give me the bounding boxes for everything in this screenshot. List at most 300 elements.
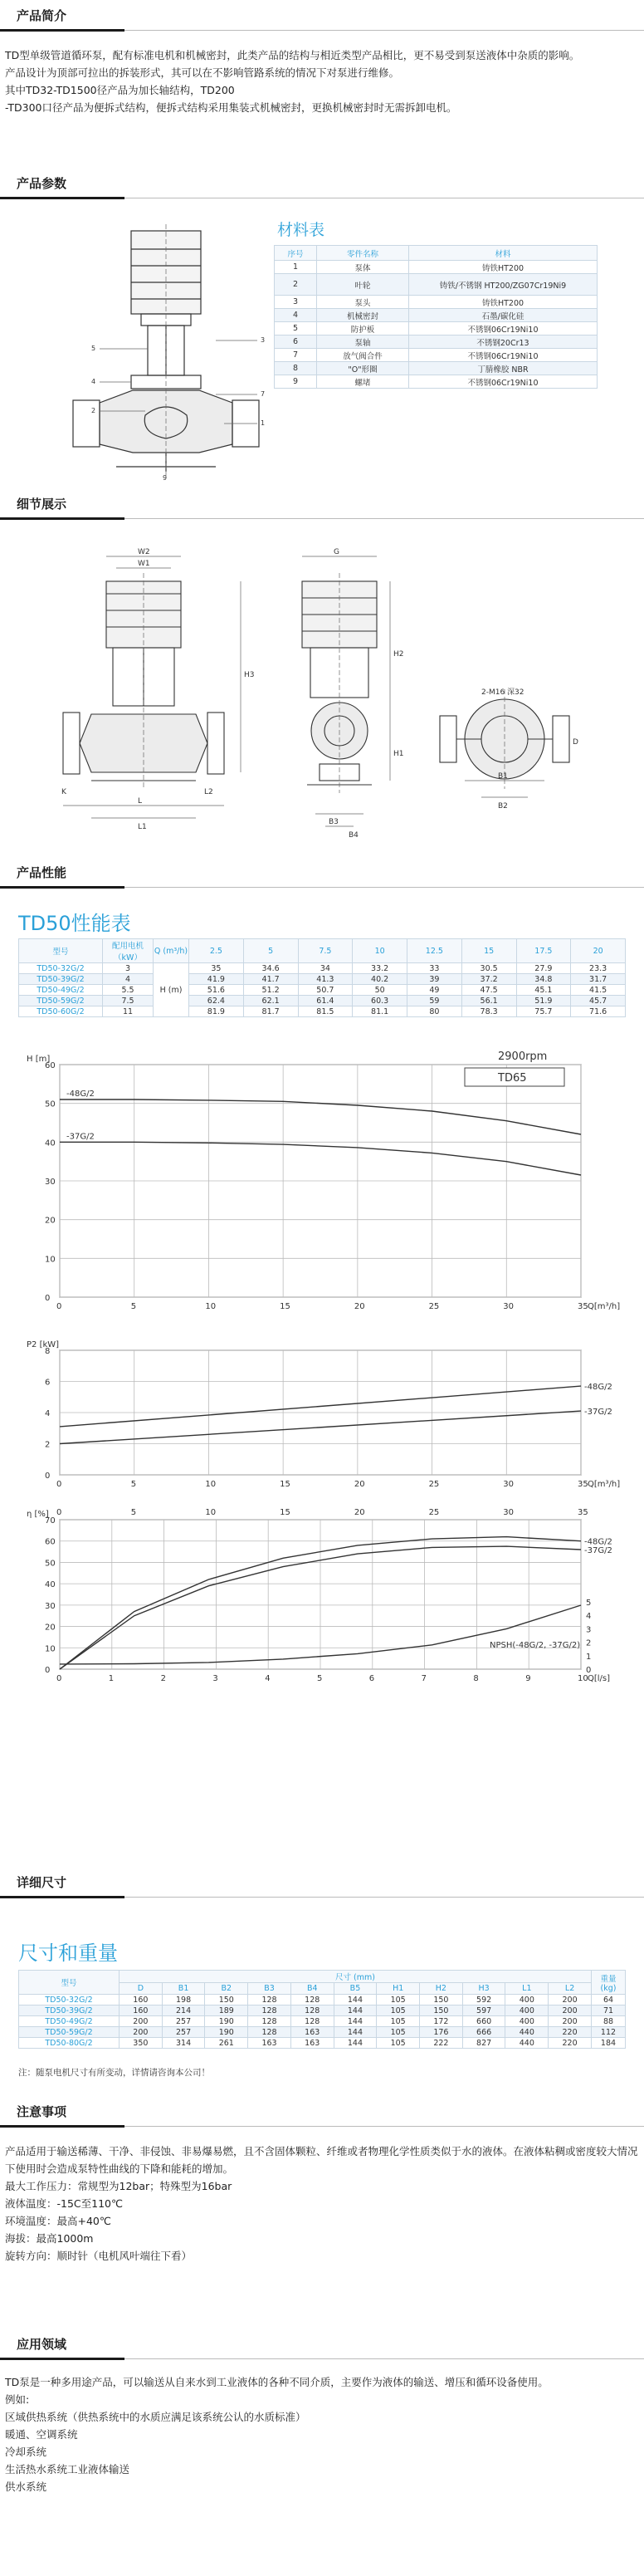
section-title: 产品参数 <box>17 176 67 191</box>
weight-cell: 184 <box>592 2038 626 2049</box>
table-cell: 41.7 <box>243 974 298 985</box>
table-cell: 220 <box>549 2027 592 2038</box>
dim-label: 2-M16 深32 <box>481 688 524 697</box>
model-cell: TD50-59G/2 <box>19 2027 120 2038</box>
table-cell: 铸铁HT200 <box>409 296 598 309</box>
dim-label: B3 <box>329 818 339 826</box>
series-line <box>60 1142 581 1175</box>
section-header-performance <box>0 864 644 897</box>
svg-text:3: 3 <box>261 336 266 344</box>
x-tick-label: 1 <box>108 1674 115 1683</box>
table-cell: 144 <box>334 2016 377 2027</box>
table-cell: 105 <box>377 2016 420 2027</box>
table-cell: 440 <box>505 2027 549 2038</box>
x-tick-label: 35 <box>578 1480 588 1489</box>
section-accent-bar <box>0 2358 124 2360</box>
x-tick-label: 5 <box>130 1302 137 1311</box>
dim-label: H2 <box>393 650 404 659</box>
table-row <box>19 963 626 974</box>
x-tick-label-top: 15 <box>280 1508 290 1517</box>
section-title: 应用领域 <box>17 2337 67 2352</box>
table-cell: 8 <box>275 362 317 375</box>
table-cell: 防护板 <box>317 322 409 335</box>
svg-text:1: 1 <box>261 419 266 427</box>
table-cell: 105 <box>377 2005 420 2016</box>
table-cell: 592 <box>462 1995 505 2005</box>
table-cell: 144 <box>334 2027 377 2038</box>
table-cell: 144 <box>334 2038 377 2049</box>
table-cell: 150 <box>420 1995 463 2005</box>
y-tick-label: 0 <box>45 1294 51 1303</box>
dim-label: D <box>573 738 578 747</box>
dim-label: B4 <box>349 831 359 840</box>
intro-line: TD型单级管道循环泵，配有标准电机和机械密封，此类产品的结构与相近类型产品相比，更不易受到泵送液体中杂质的影响。 <box>5 49 580 61</box>
dim-label: W2 <box>138 548 150 556</box>
table-cell: 62.1 <box>243 996 298 1006</box>
table-header: B3 <box>248 1983 291 1995</box>
dimension-table <box>18 1970 626 2049</box>
series-label: -48G/2 <box>584 1383 612 1393</box>
intro-line: 产品设计为顶部可拉出的拆装形式，其可以在不影响管路系统的情况下对泵进行维修。 <box>5 66 400 79</box>
table-cell: 34.8 <box>516 974 571 985</box>
x-tick-label-top: 5 <box>130 1508 137 1517</box>
table-cell: 144 <box>334 1995 377 2005</box>
table-header: 重量 (kg) <box>592 1971 626 1995</box>
notes-line: 最大工作压力：常规型为12bar；特殊型为16bar <box>5 2180 232 2192</box>
table-cell: 198 <box>162 1995 205 2005</box>
q-value-header: 12.5 <box>407 939 462 963</box>
table-cell: 6 <box>275 335 317 349</box>
section-title: 产品简介 <box>17 8 67 23</box>
application-line: 暖通、空调系统 <box>5 2428 78 2441</box>
x-tick-label: 5 <box>130 1480 137 1489</box>
table-cell: 1 <box>275 261 317 274</box>
table-cell: 9 <box>275 375 317 389</box>
table-cell: 41.5 <box>571 985 626 996</box>
y-tick-label: 40 <box>45 1139 56 1148</box>
y-tick-label: 0 <box>45 1666 51 1675</box>
notes-line: 旋转方向：顺时针（电机风叶端往下看） <box>5 2250 193 2262</box>
series-label: -37G/2 <box>584 1408 612 1418</box>
table-cell: 59 <box>407 996 462 1006</box>
y-axis-label: P2 [kW] <box>27 1340 60 1349</box>
table-header: H1 <box>377 1983 420 1995</box>
series-label: -37G/2 <box>66 1132 95 1142</box>
section-accent-bar <box>0 29 124 32</box>
model-cell: TD50-39G/2 <box>19 974 103 985</box>
table-cell: 34.6 <box>243 963 298 974</box>
table-header: 配用电机（kW） <box>103 939 154 963</box>
svg-text:7: 7 <box>261 390 266 398</box>
table-row <box>19 1006 626 1017</box>
table-cell: 172 <box>420 2016 463 2027</box>
table-cell: 石墨/碳化硅 <box>409 309 598 322</box>
dim-label: L <box>138 797 143 806</box>
table-cell: 33 <box>407 963 462 974</box>
section-title: 产品性能 <box>17 865 67 880</box>
section-header-dimensions <box>0 1873 644 1907</box>
table-cell: 81.5 <box>298 1006 353 1017</box>
q-value-header: 15 <box>461 939 516 963</box>
section-title: 注意事项 <box>17 2104 67 2119</box>
table-cell: 4 <box>275 309 317 322</box>
dim-label: G <box>334 548 339 556</box>
y-tick-label-right: 0 <box>586 1666 592 1675</box>
section-header-params <box>0 174 644 208</box>
model-cell: TD50-39G/2 <box>19 2005 120 2016</box>
table-cell: 81.7 <box>243 1006 298 1017</box>
dim-table-note: 注：随泵电机尺寸有所变动，详情请咨询本公司！ <box>18 2068 210 2078</box>
table-cell: 220 <box>549 2038 592 2049</box>
series-label: -48G/2 <box>66 1090 95 1099</box>
q-value-header: 7.5 <box>298 939 353 963</box>
y-tick-label: 8 <box>45 1347 51 1356</box>
dim-label: K <box>61 788 66 796</box>
table-cell: 不锈钢06Cr19Ni10 <box>409 322 598 335</box>
x-tick-label-top: 25 <box>428 1508 440 1517</box>
table-cell: 泵轴 <box>317 335 409 349</box>
table-cell: 51.6 <box>189 985 244 996</box>
table-row <box>275 349 598 362</box>
table-cell: 128 <box>290 1995 334 2005</box>
section-header-notes <box>0 2103 644 2136</box>
table-cell: 41.9 <box>189 974 244 985</box>
table-cell: 150 <box>420 2005 463 2016</box>
y-tick-label: 40 <box>45 1580 56 1590</box>
table-cell: 71.6 <box>571 1006 626 1017</box>
table-row <box>19 2016 626 2027</box>
section-header-application <box>0 2335 644 2368</box>
table-cell: 200 <box>549 1995 592 2005</box>
table-cell: 56.1 <box>461 996 516 1006</box>
table-row <box>19 2038 626 2049</box>
table-row <box>19 985 626 996</box>
section-header-intro <box>0 7 644 40</box>
table-cell: 35 <box>189 963 244 974</box>
table-cell: 62.4 <box>189 996 244 1006</box>
table-header: B2 <box>205 1983 248 1995</box>
table-cell: 不锈钢06Cr19Ni10 <box>409 349 598 362</box>
table-cell: 61.4 <box>298 996 353 1006</box>
y-tick-label: 4 <box>45 1409 51 1418</box>
weight-cell: 112 <box>592 2027 626 2038</box>
table-cell: 190 <box>205 2027 248 2038</box>
table-cell: 39 <box>407 974 462 985</box>
table-cell: 105 <box>377 1995 420 2005</box>
x-tick-label-top: 0 <box>56 1508 62 1517</box>
chart-title: TD65 <box>498 1072 527 1085</box>
table-cell: "O"形圈 <box>317 362 409 375</box>
table-cell: 597 <box>462 2005 505 2016</box>
table-header: Q (m³/h) <box>154 939 189 963</box>
model-cell: TD50-32G/2 <box>19 1995 120 2005</box>
table-header: D <box>120 1983 163 1995</box>
table-cell: 128 <box>248 1995 291 2005</box>
table-cell: 660 <box>462 2016 505 2027</box>
x-tick-label: 15 <box>280 1480 290 1489</box>
table-cell: 200 <box>549 2005 592 2016</box>
table-cell: 350 <box>120 2038 163 2049</box>
table-cell: 200 <box>120 2027 163 2038</box>
x-tick-label: 20 <box>354 1302 365 1311</box>
series-line <box>60 1099 581 1134</box>
x-tick-label: 0 <box>56 1674 62 1683</box>
table-cell: 50 <box>353 985 407 996</box>
dim-label: L1 <box>138 823 147 831</box>
intro-line: 其中TD32-TD1500径产品为加长轴结构，TD200 <box>5 84 235 96</box>
x-tick-label: 15 <box>280 1302 290 1311</box>
table-header: B5 <box>334 1983 377 1995</box>
table-cell: 128 <box>248 2027 291 2038</box>
x-tick-label-top: 30 <box>503 1508 515 1517</box>
table-row <box>275 335 598 349</box>
performance-curves-chart <box>0 1038 644 1702</box>
table-cell: 222 <box>420 2038 463 2049</box>
table-header: B1 <box>162 1983 205 1995</box>
x-tick-label: 6 <box>368 1674 375 1683</box>
model-cell: TD50-80G/2 <box>19 2038 120 2049</box>
table-cell: 31.7 <box>571 974 626 985</box>
svg-text:2: 2 <box>91 407 96 414</box>
table-cell: 257 <box>162 2027 205 2038</box>
table-row <box>275 296 598 309</box>
dim-label: B2 <box>498 802 508 811</box>
table-cell: 23.3 <box>571 963 626 974</box>
table-header: 型号 <box>19 939 103 963</box>
x-tick-label: 4 <box>265 1674 271 1683</box>
table-cell: 铸铁HT200 <box>409 261 598 274</box>
table-cell: 51.2 <box>243 985 298 996</box>
table-cell: 45.7 <box>571 996 626 1006</box>
weight-cell: 88 <box>592 2016 626 2027</box>
model-cell: TD50-32G/2 <box>19 963 103 974</box>
table-cell: 机械密封 <box>317 309 409 322</box>
table-cell: 150 <box>205 1995 248 2005</box>
model-cell: TD50-49G/2 <box>19 985 103 996</box>
table-cell: 163 <box>290 2027 334 2038</box>
section-accent-bar <box>0 197 124 199</box>
y-tick-label-right: 1 <box>586 1652 592 1662</box>
section-accent-bar <box>0 517 124 520</box>
table-cell: 不锈钢06Cr19Ni10 <box>409 375 598 389</box>
notes-line: 液体温度：-15C至110℃ <box>5 2197 124 2210</box>
table-cell: 螺堵 <box>317 375 409 389</box>
table-cell: 105 <box>377 2027 420 2038</box>
table-cell: 75.7 <box>516 1006 571 1017</box>
table-cell: 铸铁/不锈钢 HT200/ZG07Cr19Ni9 <box>409 274 598 296</box>
section-header-details <box>0 495 644 528</box>
series-label: -37G/2 <box>584 1546 612 1555</box>
table-cell: 45.1 <box>516 985 571 996</box>
notes-text <box>5 2143 641 2265</box>
table-cell: 440 <box>505 2038 549 2049</box>
x-axis-label: Q[l/s] <box>588 1674 611 1683</box>
table-cell: 261 <box>205 2038 248 2049</box>
table-cell: 50.7 <box>298 985 353 996</box>
table-row <box>275 375 598 389</box>
table-cell: 827 <box>462 2038 505 2049</box>
materials-title: 材料表 <box>277 221 325 239</box>
table-header: L2 <box>549 1983 592 1995</box>
table-row <box>275 309 598 322</box>
weight-cell: 71 <box>592 2005 626 2016</box>
y-tick-label: 60 <box>45 1537 56 1547</box>
power-cell: 3 <box>103 963 154 974</box>
table-header: B4 <box>290 1983 334 1995</box>
x-tick-label-top: 20 <box>354 1508 365 1517</box>
performance-table <box>18 938 626 1017</box>
power-cell: 4 <box>103 974 154 985</box>
y-axis-label: η [%] <box>27 1510 49 1519</box>
table-cell: 泵头 <box>317 296 409 309</box>
y-tick-label: 50 <box>45 1099 56 1109</box>
table-cell: 105 <box>377 2038 420 2049</box>
table-cell: 泵体 <box>317 261 409 274</box>
table-cell: 190 <box>205 2016 248 2027</box>
table-cell: 400 <box>505 2005 549 2016</box>
table-cell: 80 <box>407 1006 462 1017</box>
table-row <box>19 2005 626 2016</box>
table-cell: 214 <box>162 2005 205 2016</box>
table-cell: 81.9 <box>189 1006 244 1017</box>
section-title: 详细尺寸 <box>17 1875 67 1890</box>
h-label-cell: H (m) <box>154 963 189 1017</box>
model-cell: TD50-49G/2 <box>19 2016 120 2027</box>
x-tick-label: 35 <box>578 1302 588 1311</box>
series-line <box>60 1411 581 1443</box>
q-value-header: 20 <box>571 939 626 963</box>
weight-cell: 64 <box>592 1995 626 2005</box>
table-cell: 128 <box>290 2005 334 2016</box>
section-accent-bar <box>0 1896 124 1898</box>
y-tick-label: 20 <box>45 1216 56 1226</box>
svg-text:4: 4 <box>91 378 96 385</box>
table-cell: 30.5 <box>461 963 516 974</box>
y-tick-label-right: 3 <box>586 1625 592 1635</box>
pump-cross-section-drawing <box>66 224 274 482</box>
power-cell: 5.5 <box>103 985 154 996</box>
x-tick-label: 5 <box>317 1674 323 1683</box>
table-cell: 丁腈橡胶 NBR <box>409 362 598 375</box>
y-tick-label: 70 <box>45 1516 56 1526</box>
x-tick-label: 10 <box>205 1302 217 1311</box>
materials-table <box>274 245 598 389</box>
y-tick-label: 30 <box>45 1601 56 1611</box>
notes-line: 产品适用于输送稀薄、干净、非侵蚀、非易爆易燃，且不含固体颗粒、纤维或者物理化学性质类似于水的液体。在液体粘稠或密度较大情况下使用时会造成泵特性曲线的下降和能耗的增加。 <box>5 2145 638 2175</box>
table-cell: 666 <box>462 2027 505 2038</box>
x-axis-label: Q[m³/h] <box>588 1302 621 1311</box>
table-cell: 3 <box>275 296 317 309</box>
dim-label: W1 <box>138 560 150 568</box>
table-cell: 257 <box>162 2016 205 2027</box>
y-tick-label: 2 <box>45 1440 51 1450</box>
x-tick-label: 25 <box>428 1480 440 1489</box>
table-cell: 163 <box>290 2038 334 2049</box>
table-cell: 41.3 <box>298 974 353 985</box>
svg-text:5: 5 <box>91 345 96 352</box>
dimension-drawings <box>0 531 644 847</box>
table-cell: 37.2 <box>461 974 516 985</box>
power-cell: 7.5 <box>103 996 154 1006</box>
table-row <box>19 996 626 1006</box>
series-line <box>60 1386 581 1427</box>
svg-text:9: 9 <box>163 474 168 482</box>
model-cell: TD50-60G/2 <box>19 1006 103 1017</box>
perf-table-title: TD50性能表 <box>18 912 131 935</box>
q-value-header: 17.5 <box>516 939 571 963</box>
table-cell: 叶轮 <box>317 274 409 296</box>
table-cell: 34 <box>298 963 353 974</box>
table-cell: 400 <box>505 2016 549 2027</box>
x-tick-label: 10 <box>205 1480 217 1489</box>
x-axis-label: Q[m³/h] <box>588 1480 621 1489</box>
table-cell: 189 <box>205 2005 248 2016</box>
application-line: 生活热水系统工业液体输送 <box>5 2463 130 2476</box>
table-cell: 160 <box>120 2005 163 2016</box>
table-row <box>19 1995 626 2005</box>
table-header: 材料 <box>409 246 598 261</box>
dim-table-title: 尺寸和重量 <box>18 1942 118 1965</box>
x-tick-label: 3 <box>212 1674 218 1683</box>
table-cell: 128 <box>248 2005 291 2016</box>
table-header: 零件名称 <box>317 246 409 261</box>
chart-subtitle: 2900rpm <box>498 1050 548 1063</box>
table-cell: 60.3 <box>353 996 407 1006</box>
y-tick-label-right: 4 <box>586 1612 592 1622</box>
x-tick-label: 0 <box>56 1480 62 1489</box>
table-header: 序号 <box>275 246 317 261</box>
section-accent-bar <box>0 2125 124 2128</box>
x-tick-label: 9 <box>525 1674 531 1683</box>
table-cell: 2 <box>275 274 317 296</box>
y-tick-label: 60 <box>45 1061 56 1070</box>
table-cell: 314 <box>162 2038 205 2049</box>
dim-label: B1 <box>498 772 508 781</box>
table-cell: 176 <box>420 2027 463 2038</box>
table-cell: 27.9 <box>516 963 571 974</box>
x-tick-label: 25 <box>428 1302 440 1311</box>
table-row <box>19 2027 626 2038</box>
y-tick-label-right: 5 <box>586 1599 592 1608</box>
x-tick-label: 7 <box>421 1674 427 1683</box>
application-line: 供水系统 <box>5 2481 47 2493</box>
y-tick-label: 6 <box>45 1378 51 1388</box>
application-text <box>5 2373 641 2495</box>
q-value-header: 5 <box>243 939 298 963</box>
table-cell: 144 <box>334 2005 377 2016</box>
table-cell: 放气阀合件 <box>317 349 409 362</box>
x-tick-label: 2 <box>160 1674 166 1683</box>
q-value-header: 2.5 <box>189 939 244 963</box>
table-header: L1 <box>505 1983 549 1995</box>
table-cell: 81.1 <box>353 1006 407 1017</box>
table-cell: 51.9 <box>516 996 571 1006</box>
table-header-group: 尺寸 (mm) <box>120 1971 592 1983</box>
application-line: 例如: <box>5 2393 30 2406</box>
table-cell: 200 <box>120 2016 163 2027</box>
dim-label: H3 <box>244 671 255 679</box>
y-tick-label-right: 2 <box>586 1638 592 1648</box>
y-axis-label: H [m] <box>27 1055 51 1064</box>
y-tick-label: 10 <box>45 1255 56 1265</box>
table-header: 型号 <box>19 1971 120 1995</box>
table-cell: 7 <box>275 349 317 362</box>
table-cell: 40.2 <box>353 974 407 985</box>
model-cell: TD50-59G/2 <box>19 996 103 1006</box>
table-cell: 160 <box>120 1995 163 2005</box>
application-line: TD泵是一种多用途产品，可以输送从自来水到工业液体的各种不同介质，主要作为液体的输送、增压和循环设备使用。 <box>5 2376 549 2388</box>
q-value-header: 10 <box>353 939 407 963</box>
